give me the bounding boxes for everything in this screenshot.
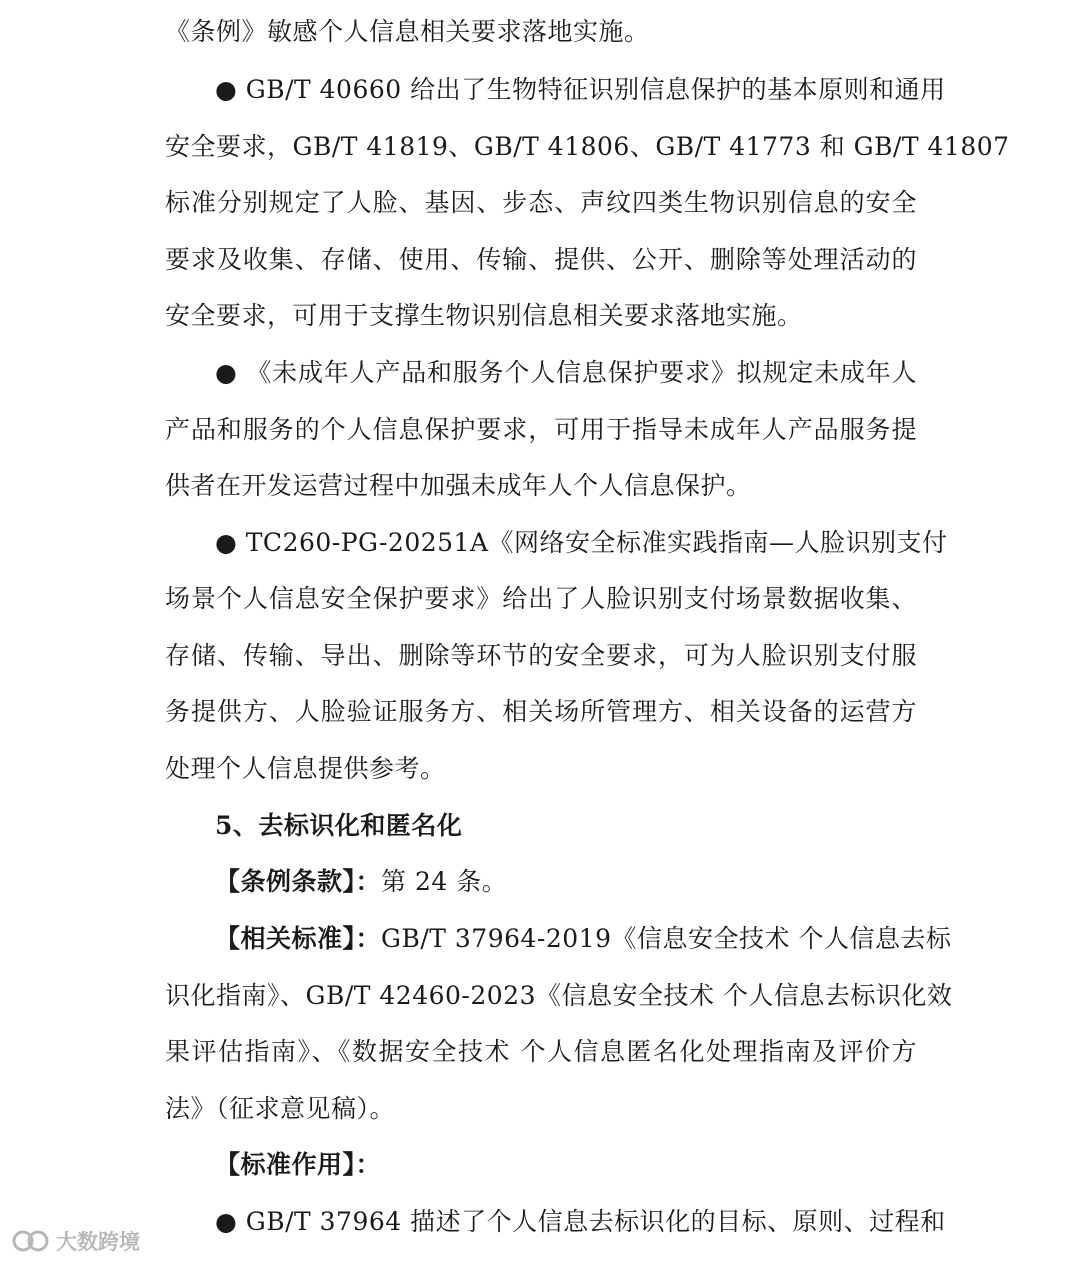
bullet-line: ● 《未成年人产品和服务个人信息保护要求》拟规定未成年人 bbox=[215, 358, 917, 387]
text-line: 法》（征求意见稿）。 bbox=[165, 1094, 396, 1123]
text-line: 场景个人信息安全保护要求》给出了人脸识别支付场景数据收集、 bbox=[165, 584, 917, 613]
regulation-clause-value: 第 24 条。 bbox=[381, 867, 508, 896]
text-line: 标准分别规定了人脸、基因、步态、声纹四类生物识别信息的安全 bbox=[165, 188, 917, 217]
related-standards-value: GB/T 37964-2019《信息安全技术 个人信息去标 bbox=[381, 924, 952, 953]
bullet-line: ● GB/T 40660 给出了生物特征识别信息保护的基本原则和通用 bbox=[215, 75, 946, 104]
regulation-clause-label: 【条例条款】： bbox=[215, 867, 382, 896]
text-line: 务提供方、人脸验证服务方、相关场所管理方、相关设备的运营方 bbox=[165, 697, 917, 726]
text-line: 安全要求，GB/T 41819、GB/T 41806、GB/T 41773 和 GB/T 41807 bbox=[165, 132, 1010, 161]
text-line: 果评估指南》、《数据安全技术 个人信息匿名化处理指南及评价方 bbox=[165, 1037, 917, 1066]
watermark bbox=[12, 1224, 140, 1258]
text-line: 处理个人信息提供参考。 bbox=[165, 754, 446, 783]
text-line: 识化指南》、GB/T 42460-2023《信息安全技术 个人信息去标识化效 bbox=[165, 981, 953, 1010]
regulation-clause-line bbox=[215, 866, 917, 898]
text-line: 要求及收集、存储、使用、传输、提供、公开、删除等处理活动的 bbox=[165, 245, 917, 274]
standard-role-label: 【标准作用】： bbox=[215, 1150, 382, 1179]
related-standards-line bbox=[215, 923, 952, 955]
text-line: 产品和服务的个人信息保护要求，可用于指导未成年人产品服务提 bbox=[165, 415, 917, 444]
related-standards-label: 【相关标准】： bbox=[215, 924, 382, 953]
section-heading: 5、去标识化和匿名化 bbox=[215, 811, 463, 840]
bullet-line: ● TC260-PG-20251A《网络安全标准实践指南—人脸识别支付 bbox=[215, 528, 948, 557]
text-line: 供者在开发运营过程中加强未成年人个人信息保护。 bbox=[165, 471, 752, 500]
bullet-line: ● GB/T 37964 描述了个人信息去标识化的目标、原则、过程和 bbox=[215, 1207, 946, 1236]
text-line: 《条例》敏感个人信息相关要求落地实施。 bbox=[165, 17, 650, 46]
text-line: 存储、传输、导出、删除等环节的安全要求，可为人脸识别支付服 bbox=[165, 641, 917, 670]
watermark-text: 大数跨境 bbox=[56, 1230, 140, 1254]
text-line: 安全要求，可用于支撑生物识别信息相关要求落地实施。 bbox=[165, 301, 803, 330]
brand-logo-icon bbox=[12, 1226, 52, 1256]
